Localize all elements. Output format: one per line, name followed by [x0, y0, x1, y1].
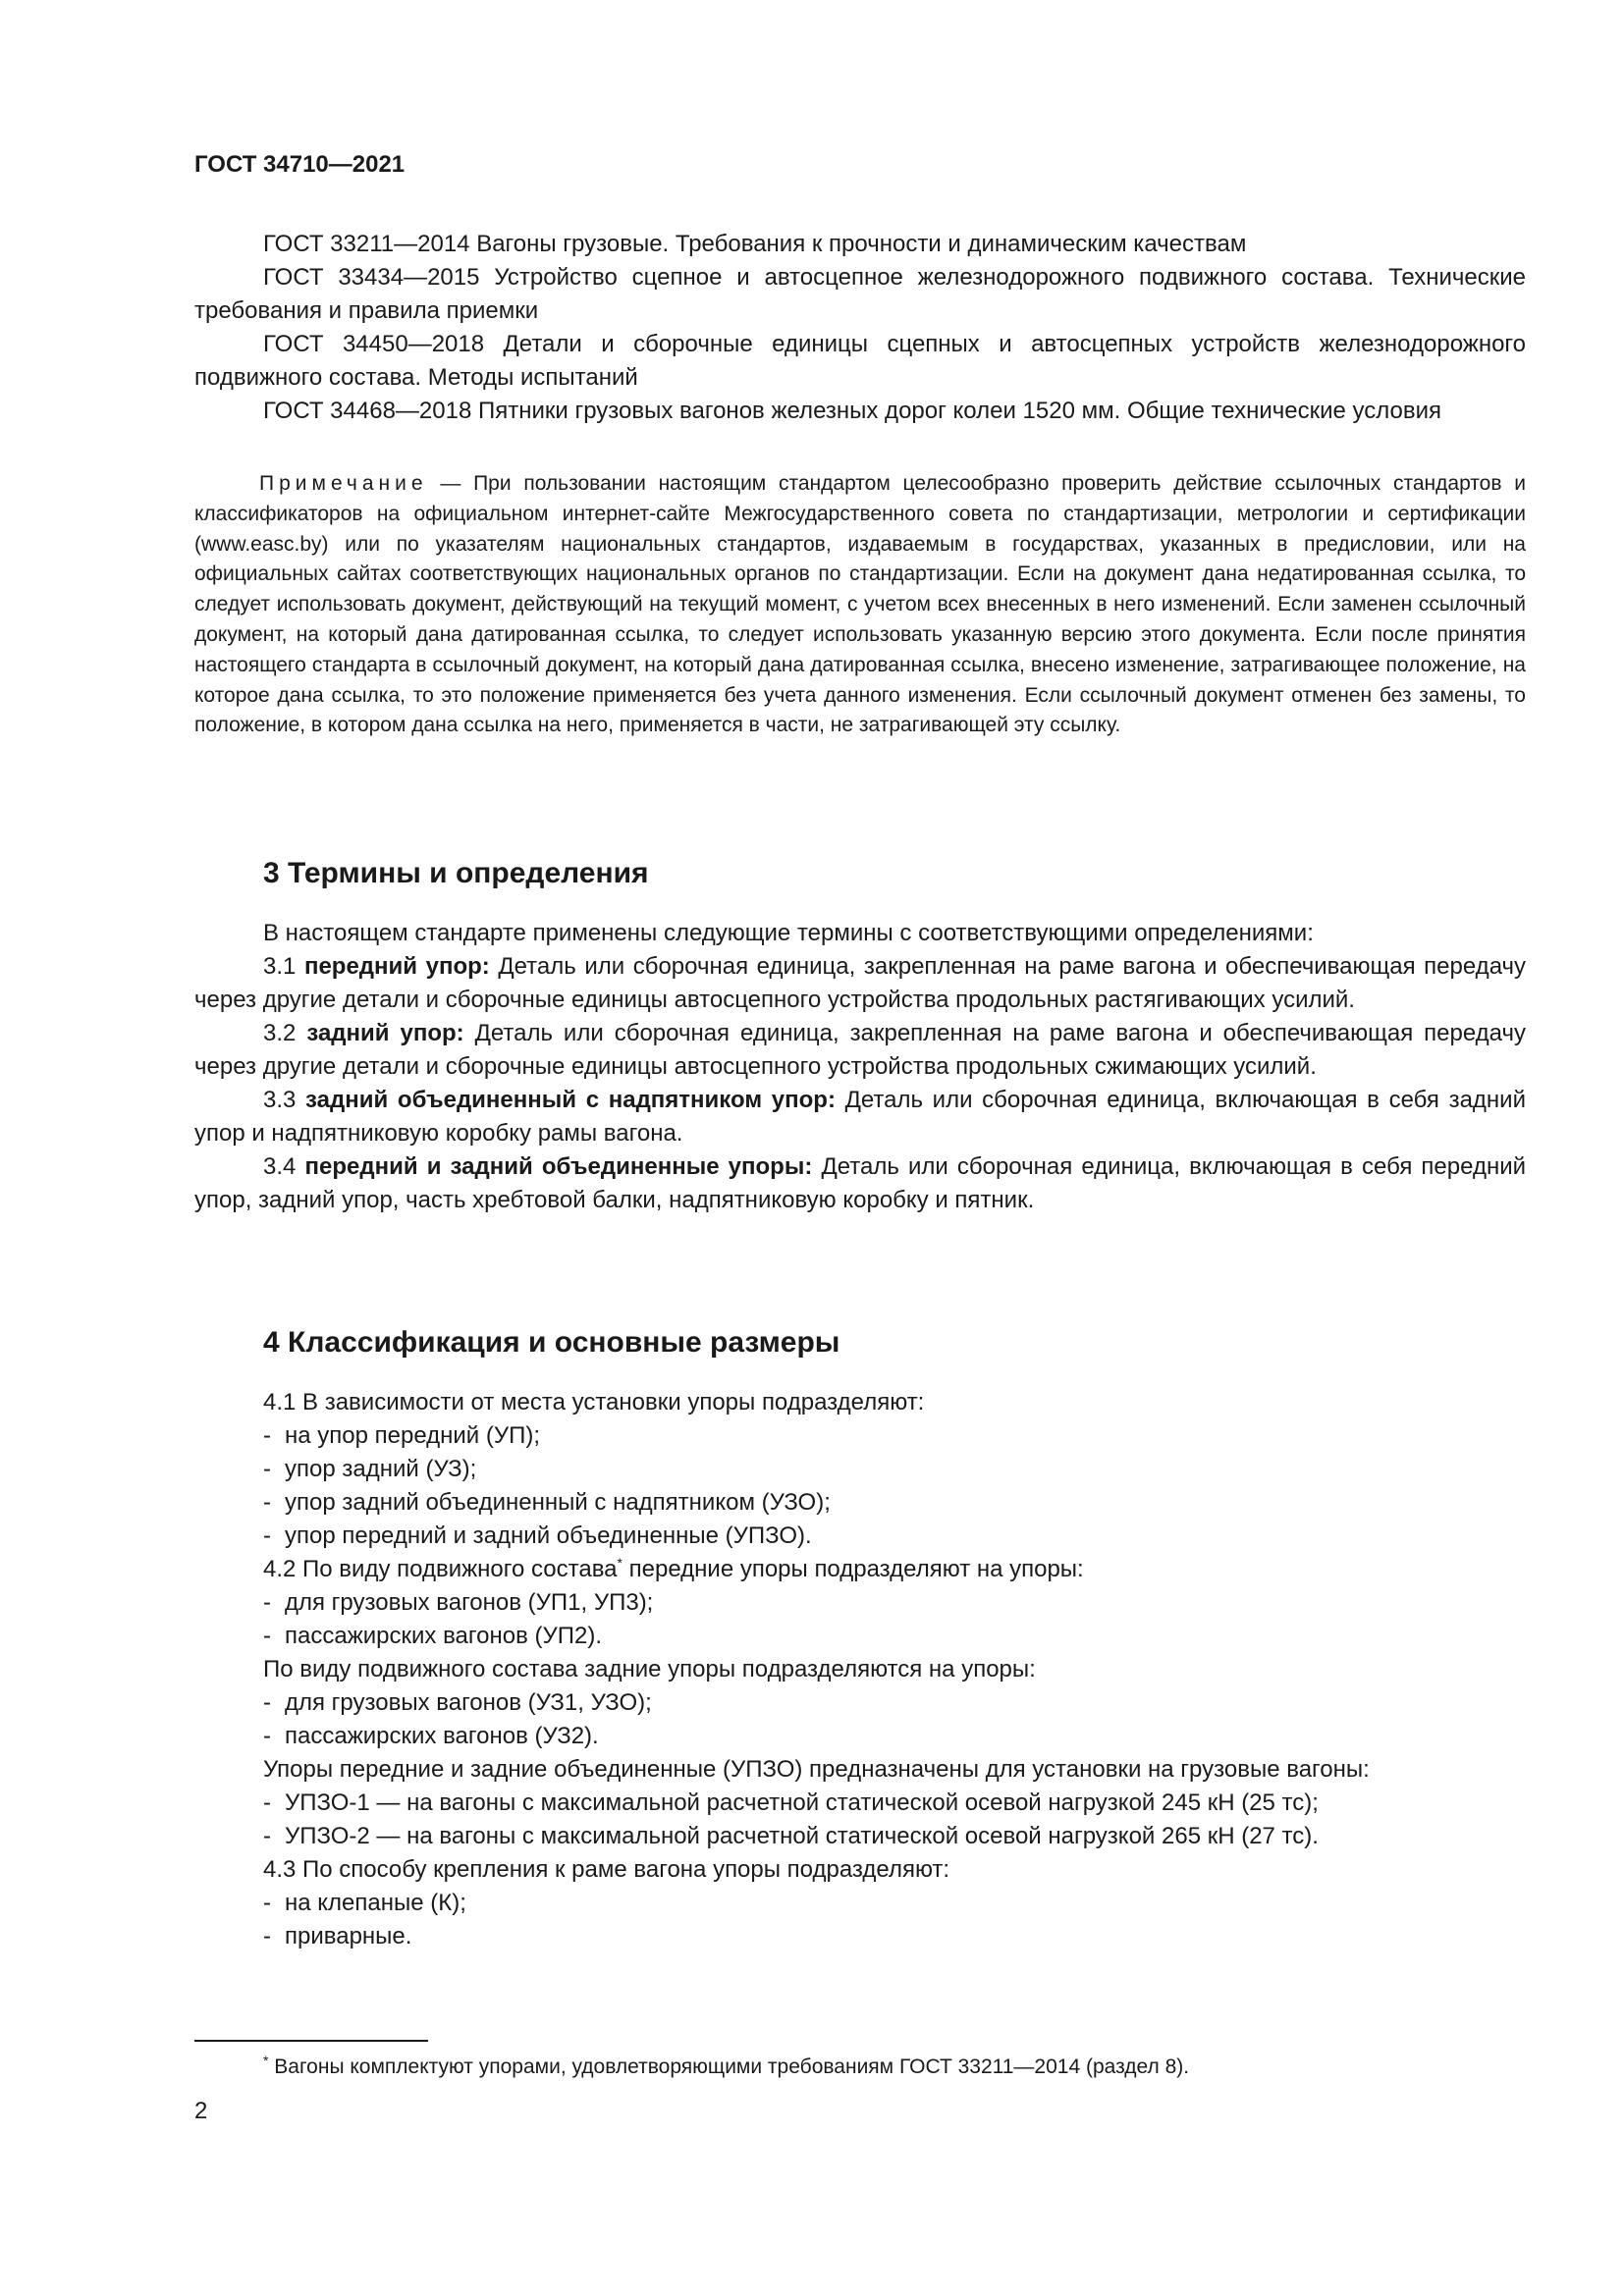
term-name: передний и задний объединенные упоры:: [304, 1153, 813, 1180]
list-item: - на упор передний (УП);: [263, 1422, 541, 1449]
clause-4-2: 4.2 По виду подвижного состава* передние упоры подразделяют на упоры:: [263, 1555, 1084, 1582]
page-number: 2: [194, 2098, 208, 2124]
clause-4-2-rear: По виду подвижного состава задние упоры подразделяются на упоры:: [263, 1656, 1036, 1682]
reference-item: ГОСТ 34468—2018 Пятники грузовых вагонов железных дорог колеи 1520 мм. Общие технические условия: [263, 398, 1441, 424]
document-header: ГОСТ 34710—2021: [194, 151, 406, 178]
list-item: - упор задний объединенный с надпятником (УЗО);: [263, 1489, 831, 1516]
list-item: - на клепаные (К);: [263, 1890, 466, 1916]
term-name: задний упор:: [306, 1020, 464, 1046]
list-item: - пассажирских вагонов (УЗ2).: [263, 1723, 599, 1749]
term-definition: 3.1 передний упор: Деталь или сборочная единица, закрепленная на раме вагона и обеспечивающая передачу через другие детали и сборочные единицы автосцепного устройства продольных растягивающих усилий.: [194, 953, 1527, 1013]
footnote-text: Вагоны комплектуют упорами, удовлетворяющими требованиям ГОСТ 33211—2014 (раздел 8).: [268, 2056, 1190, 2078]
term-name: задний объединенный с надпятником упор:: [305, 1087, 836, 1113]
section-4-title: 4 Классификация и основные размеры: [263, 1326, 840, 1359]
note-text: — При пользовании настоящим стандартом целесообразно проверить действие ссылочных стандартов и классификаторов на официальном интернет-сайте Межгосударственного совета по стандартизации, метрологии и сертификации (www.easc.by) или по указателям национальных стандартов, издаваемым в государствах, указанных в предисловии, или на официальных сайтах соответствующих национальных органов по стандартизации. Если на документ дана недатированная ссылка, то следует использовать документ, действующий на текущий момент, с учетом всех внесенных в него изменений. Если заменен ссылочный документ, на который дана датированная ссылка, то следует использовать указанную версию этого документа. Если после принятия настоящего стандарта в ссылочный документ, на который дана датированная ссылка, внесено изменение, затрагивающее положение, на которое дана ссылка, то это положение применяется без учета данного изменения. Если ссылочный документ отменен без замены, то положение, в котором дана ссылка на него, применяется в части, не затрагивающей эту ссылку.: [194, 472, 1526, 737]
footnote-marker: *: [263, 2053, 269, 2068]
list-item: - для грузовых вагонов (УП1, УП3);: [263, 1589, 654, 1616]
section-3-intro: В настоящем стандарте применены следующие термины с соответствующими определениями:: [263, 920, 1314, 946]
footnote-divider: [194, 2040, 428, 2042]
clause-4-1: 4.1 В зависимости от места установки упоры подразделяют:: [263, 1389, 925, 1415]
list-item: - упор передний и задний объединенные (УПЗО).: [263, 1522, 812, 1549]
list-item: - УПЗО-1 — на вагоны с максимальной расчетной статической осевой нагрузкой 245 кН (25 тс);: [263, 1789, 1319, 1816]
clause-4-2-upzo: Упоры передние и задние объединенные (УПЗО) предназначены для установки на грузовые вагоны:: [263, 1756, 1370, 1783]
term-name: передний упор:: [303, 953, 490, 980]
document-page: [194, 0, 1526, 2296]
list-item: - приварные.: [263, 1923, 412, 1949]
term-definition: 3.4 передний и задний объединенные упоры: Деталь или сборочная единица, включающая в себя передний упор, задний упор, часть хребтовой балки, надпятниковую коробку и пятник.: [194, 1153, 1527, 1213]
section-3-body: [194, 917, 1526, 1217]
normative-references: [194, 228, 1526, 428]
list-item: - для грузовых вагонов (УЗ1, УЗО);: [263, 1689, 652, 1716]
clause-4-3: 4.3 По способу крепления к раме вагона упоры подразделяют:: [263, 1856, 950, 1883]
list-item: - упор задний (УЗ);: [263, 1456, 477, 1482]
term-definition: 3.2 задний упор: Деталь или сборочная единица, закрепленная на раме вагона и обеспечивающая передачу через другие детали и сборочные единицы автосцепного устройства продольных сжимающих усилий.: [194, 1020, 1527, 1080]
list-item: - пассажирских вагонов (УП2).: [263, 1623, 602, 1649]
footnote-marker: *: [617, 1555, 623, 1571]
section-3-title: 3 Термины и определения: [263, 857, 649, 889]
reference-item: ГОСТ 33211—2014 Вагоны грузовые. Требования к прочности и динамическим качествам: [263, 231, 1247, 257]
reference-item: ГОСТ 33434—2015 Устройство сцепное и автосцепное железнодорожного подвижного состава. Технические требования и правила приемки: [194, 264, 1526, 324]
references-note: [194, 469, 1526, 741]
term-definition: 3.3 задний объединенный с надпятником упор: Деталь или сборочная единица, включающая в себя задний упор и надпятниковую коробку рамы вагона.: [194, 1087, 1526, 1147]
list-item: - УПЗО-2 — на вагоны с максимальной расчетной статической осевой нагрузкой 265 кН (27 тс).: [263, 1823, 1319, 1849]
section-4-body: [194, 1386, 1526, 1953]
footnote: [263, 2054, 1189, 2081]
note-label: Примечание: [259, 472, 428, 495]
reference-item: ГОСТ 34450—2018 Детали и сборочные единицы сцепных и автосцепных устройств железнодорожного подвижного состава. Методы испытаний: [194, 331, 1526, 391]
